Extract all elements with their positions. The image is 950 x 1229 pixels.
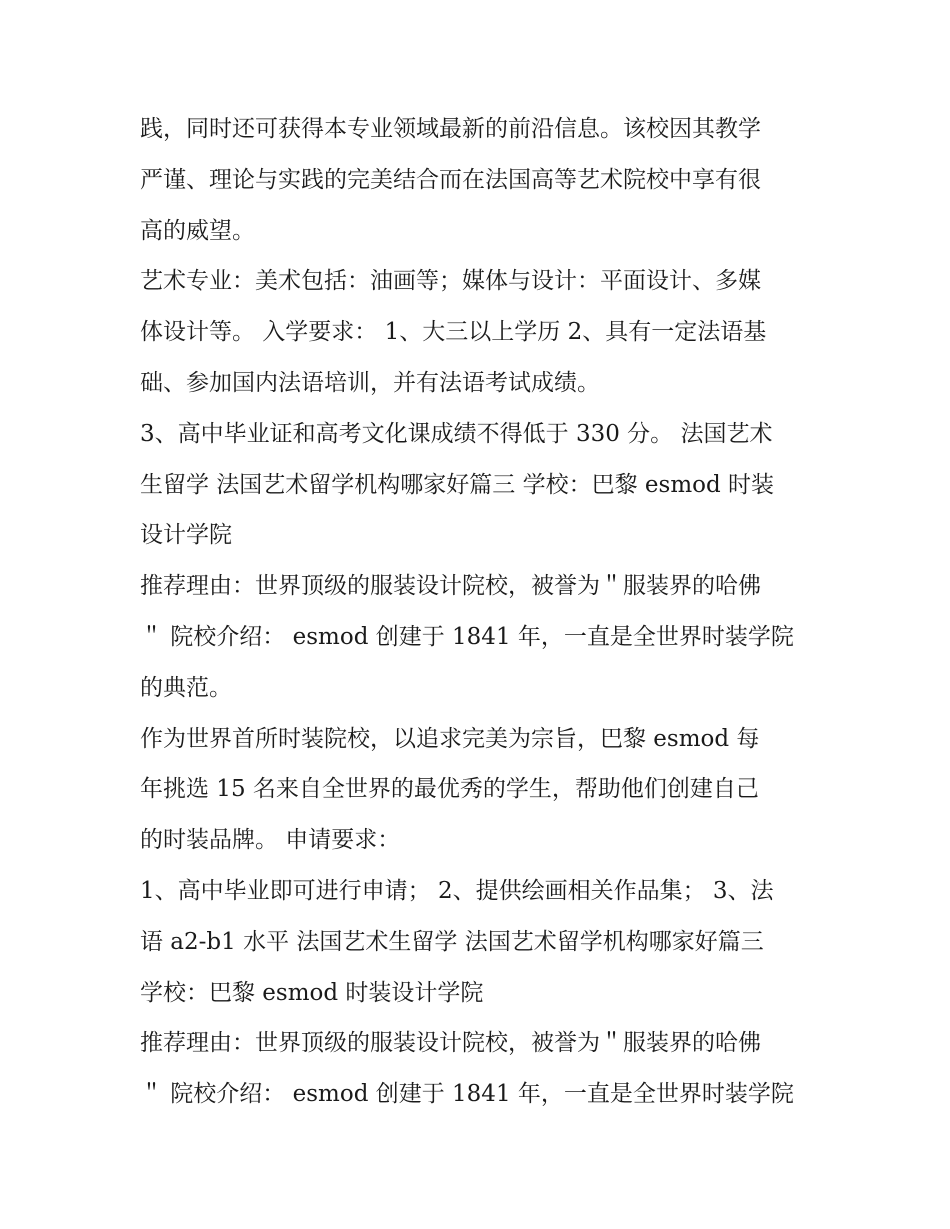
text-line: 高的威望。 [140,217,255,244]
text-line: 设计学院 [140,522,232,549]
text-line: 1、高中毕业即可进行申请； 2、提供绘画相关作品集； 3、法 [140,877,774,904]
text-line: 3、高中毕业证和高考文化课成绩不得低于 330 分。 法国艺术 [140,420,773,447]
text-line: ＂ 院校介绍： esmod 创建于 1841 年，一直是全世界时装学院 [140,623,794,650]
text-line: 的时装品牌。 申请要求： [140,827,401,854]
text-line: 语 a2-b1 水平 法国艺术生留学 法国艺术留学机构哪家好篇三 [140,928,764,955]
text-line: 年挑选 15 名来自全世界的最优秀的学生，帮助他们创建自己 [140,776,759,803]
text-line: 推荐理由：世界顶级的服装设计院校，被誉为＂服装界的哈佛 [140,1030,761,1057]
text-line: 生留学 法国艺术留学机构哪家好篇三 学校：巴黎 esmod 时装 [140,471,775,498]
document-body [140,104,820,1120]
text-line: 艺术专业：美术包括：油画等；媒体与设计：平面设计、多媒 [140,268,761,295]
text-line: ＂ 院校介绍： esmod 创建于 1841 年，一直是全世界时装学院 [140,1081,794,1108]
text-line: 础、参加国内法语培训，并有法语考试成绩。 [140,369,600,396]
text-line: 推荐理由：世界顶级的服装设计院校，被誉为＂服装界的哈佛 [140,573,761,600]
text-line: 严谨、理论与实践的完美结合而在法国高等艺术院校中享有很 [140,166,761,193]
text-line: 体设计等。 入学要求： 1、大三以上学历 2、具有一定法语基 [140,319,767,346]
text-line: 的典范。 [140,674,232,701]
text-line: 作为世界首所时装院校，以追求完美为宗旨，巴黎 esmod 每 [140,725,760,752]
text-line: 践，同时还可获得本专业领域最新的前沿信息。该校因其教学 [140,116,761,142]
text-line: 学校：巴黎 esmod 时装设计学院 [140,979,484,1006]
